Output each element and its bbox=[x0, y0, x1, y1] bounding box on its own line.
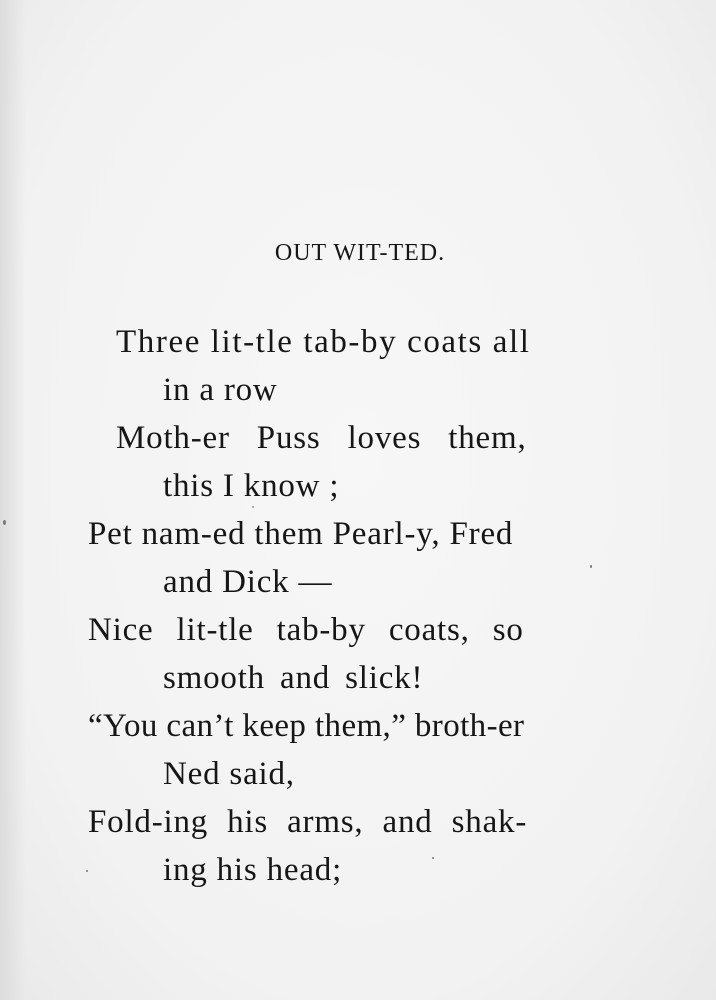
poem-line-8: smooth and slick! bbox=[163, 660, 424, 696]
poem-title-text: OUT WIT-TED. bbox=[274, 240, 446, 266]
poem-line-10: Ned said, bbox=[163, 756, 295, 792]
poem-line-5: Pet nam-ed them Pearl-y, Fred bbox=[88, 516, 514, 552]
paper-speck bbox=[432, 857, 434, 859]
poem-line-3: Moth-er Puss loves them, bbox=[116, 420, 527, 456]
poem-line-4: this I know ; bbox=[163, 468, 340, 504]
paper-speck bbox=[3, 520, 6, 525]
poem-line-11: Fold-ing his arms, and shak- bbox=[88, 804, 528, 840]
poem-line-7: Nice lit-tle tab-by coats, so bbox=[88, 612, 524, 648]
paper-speck bbox=[252, 506, 254, 508]
poem-line-6: and Dick — bbox=[163, 564, 333, 600]
poem-line-2: in a row bbox=[163, 372, 278, 408]
paper-speck bbox=[86, 870, 88, 872]
poem-line-1: Three lit-tle tab-by coats all bbox=[116, 324, 531, 360]
poem-line-9: “You can’t keep them,” broth-er bbox=[88, 708, 525, 744]
poem-line-12: ing his head; bbox=[163, 852, 343, 888]
paper-speck bbox=[590, 565, 592, 568]
